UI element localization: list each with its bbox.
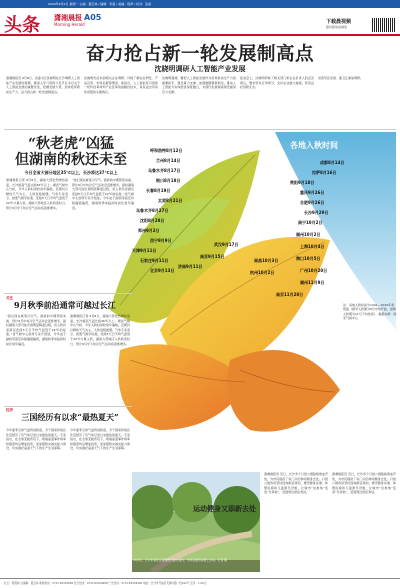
story-body-col-2: “我们现在就等冷空气。最新的中期预报来看，预计9月中旬冷空气活动会逐渐增多，届时湖南大部可能出现明显降温过程，但入秋仍需满足连续5天日平均气温低于22℃的标准。”省气候中心首席专家介绍说，今年由于副热带高压持续偏强偏西，湖南秋季来临的时间比常年偏迟。 [72,178,134,210]
divider [4,293,132,294]
city-label: 天津9月11日 [132,248,157,253]
city-label: 南京11月28日 [276,292,304,297]
story-title-line2: 但湖南的秋还未至 [15,152,127,168]
lead-col-5: 省领导张宏森、谢卫江参加调研。 [318,76,364,80]
city-label: 呼和浩特8月12日 [150,148,183,153]
city-label: 乌鲁木齐8月27日 [136,208,169,213]
economy-title: 三国经历有以求“最热夏天” [21,412,119,422]
photo-caption: 9月8日，长沙市某社区新建的口袋公园内，市民在健身步道上运动。记者 摄 [133,558,227,562]
lead-col-3: 沈晓明强调，要把人工智能发展作为培育新质生产力的重要抓手，强化算力支撑，加强数据要素供给，推动人工智能与实体经济深度融合，为现代化新湖南建设提供有力支撑。 [162,76,236,94]
footer: 社长：陈国林 总编辑：夏宝林 新闻热线：0731-84329999 发行热线：0731-84329988 广告热线：0731-84329900 地址：长沙市开福区芙蓉中路一段442号 定价：1.00元 [0,578,400,588]
city-label: 合肥9月26日 [300,200,325,205]
paper-logo: 潇湘晨报 [54,13,82,22]
city-label: 福州11月9日 [300,280,325,285]
city-label: 太原8月21日 [158,198,183,203]
city-label: 石家庄9月11日 [140,258,169,263]
yangtze-title: 9月秋季前沿通常可越过长江 [14,300,116,310]
subhead: 沈晓明调研人工智能产业发展 [154,65,246,73]
story-body-col-1: 潇湘晨报记者 9月8日，湖南大部依然晴热高温，长沙最高气温达到36℃以上。据省气候中心分析，今年入秋时间较常年偏晚，近期仍以晴热天气为主，入秋进程缓慢。气象专家表示，按照气候学标准，连续5天日平均气温低于22℃才算入秋，湖南大部地区入秋尚需时日，预计9月中下旬冷空气活动将逐渐增多。 [6,178,68,210]
leaf-dark-orange [228,350,341,432]
yangtze-body-col-1: “我们现在就等冷空气。最新的中期预报来看，预计9月中旬冷空气活动会逐渐增多，届时湖南大部可能出现明显降温过程，但入秋仍需满足连续5天日平均气温低于22℃的标准。”省气候中心首席专家介绍说，今年由于副热带高压持续偏强偏西，湖南秋季来临的时间比常年偏迟。 [6,314,66,346]
photo-story-title: 运动健身又添新去处 [193,505,256,513]
section-tag-economy: 经济 [6,408,13,412]
city-label: 乌鲁木齐8月17日 [148,168,181,173]
photo-body-col-1: 潇湘晨报讯 近日，长沙多个口袋公园陆续建成开放，为市民提供了家门口的休闲健身去处。口袋公园改造坚持因地制宜原则，增设健身步道、休憩座椅和儿童游乐设施，让城市“边角地”变身“乐享地”，受到周边居民欢迎。 [264,472,328,495]
photo-body-col-2: 潇湘晨报讯 近日，长沙多个口袋公园陆续建成开放，为市民提供了家门口的休闲健身去处。口袋公园改造坚持因地制宜原则，增设健身步道、休憩座椅和儿童游乐设施，让城市“边角地”变身“乐享地”，受到周边居民欢迎。 [332,472,396,495]
map-note: 注：各地入秋时间为1991—2020年常规值（最早入秋期为8月中旬开始，最晚入秋期为11月下旬结束）。数据来源：国家气候中心 [343,303,397,321]
city-label: 成都8月14日 [320,160,345,165]
autumn-map-title: 各地入秋时间 [290,141,338,150]
city-label: 拉萨8月16日 [312,170,337,175]
city-label: 银川8月18日 [156,178,181,183]
qr-code-icon [372,18,396,32]
economy-body-col-2: 今年夏季全球气温再创新高，多个国家和地区先后经历了有气象记录以来最热的夏天。专家指出，在全球变暖背景下，极端高温事件频率和强度均呈增加趋势，需加强防灾减灾能力建设，切实做好高温天气下的生产生活保障。 [70,428,130,451]
city-label: 重庆9月26日 [300,190,325,195]
city-label: 海口10月5日 [296,256,321,261]
yangtze-body-col-2: 潇湘晨报记者 9月8日，湖南大部依然晴热高温，长沙最高气温达到36℃以上。据省气候中心分析，今年入秋时间较常年偏晚，近期仍以晴热天气为主，入秋进程缓慢。气象专家表示，按照气候学标准，连续5天日平均气温低于22℃才算入秋，湖南大部地区入秋尚需时日，预计9月中下旬冷空气活动将逐渐增多。 [70,314,130,346]
city-label: 长沙9月29日 [304,210,329,215]
date-strip: 2024年9月9日 星期一 主编：夏宝林 / 编辑：李超 / 美编：程梦 / 校对：张丽 [0,0,400,8]
city-label: 福州10月2日 [296,232,321,237]
section-tag-focus: 关注 [6,296,13,300]
city-label: 武汉9月17日 [214,242,239,247]
masthead [0,8,400,36]
paper-logo-sub: Morning Herald [54,22,85,27]
city-label: 郑州9月2日 [138,228,160,233]
city-label: 南京9月15日 [200,254,225,259]
headline: 奋力抢占新一轮发展制高点 [85,44,314,65]
story-title-line1: “秋老虎”凶猛 [27,136,115,152]
city-label: 长春8月19日 [146,188,171,193]
lead-col-2: 沈晓明先后来到相关企业调研，详细了解企业研发、产品应用、市场拓展等情况。他指出，人工智能是引领新一轮科技革命和产业变革的战略性技术，具有溢出带动性很强的头雁效应。 [84,76,158,94]
city-label: 上海10月4日 [300,244,325,249]
page-code: A05 [84,13,102,22]
city-label: 杭州10月2日 [250,270,275,275]
city-label: 南昌10月3日 [254,258,279,263]
divider [4,406,132,407]
economy-body-col-1: 今年夏季全球气温再创新高，多个国家和地区先后经历了有气象记录以来最热的夏天。专家指出，在全球变暖背景下，极端高温事件频率和强度均呈增加趋势，需加强防灾减灾能力建设，切实做好高温天气下的生产生活保障。 [6,428,66,451]
story-subtitle: 今日全省大部分地区35℃以上，长沙将达37℃以上 [24,170,118,175]
city-label: 济南9月11日 [178,264,203,269]
city-label: 贵阳9月18日 [290,180,315,185]
app-download-sub: 随时随地看湖南 [326,25,348,29]
city-label: 沈阳8月28日 [140,218,165,223]
city-label: 北京9月13日 [150,268,175,273]
city-label: 兰州8月14日 [156,158,181,163]
lead-col-1: 潇湘晨报讯 9月8日，省委书记沈晓明在长沙调研人工智能产业发展时强调，要深入学习贯彻习近平总书记关于人工智能发展的重要论述，把握发展大势，加快培育新质生产力，奋力抢占新一轮发展制高点。 [6,76,80,94]
city-label: 西宁9月9日 [150,238,172,243]
section-name: 头条 [4,15,40,36]
lead-col-4: 座谈会上，沈晓明听取了相关部门和企业负责人的意见建议，要求坚持应用牵引，支持企业做大做强，营造良好创新生态。 [240,76,314,90]
app-download-label: 下载晨视频 [326,19,352,25]
city-label: 南宁10月2日 [298,220,323,225]
city-label: 广州10月20日 [300,268,328,273]
